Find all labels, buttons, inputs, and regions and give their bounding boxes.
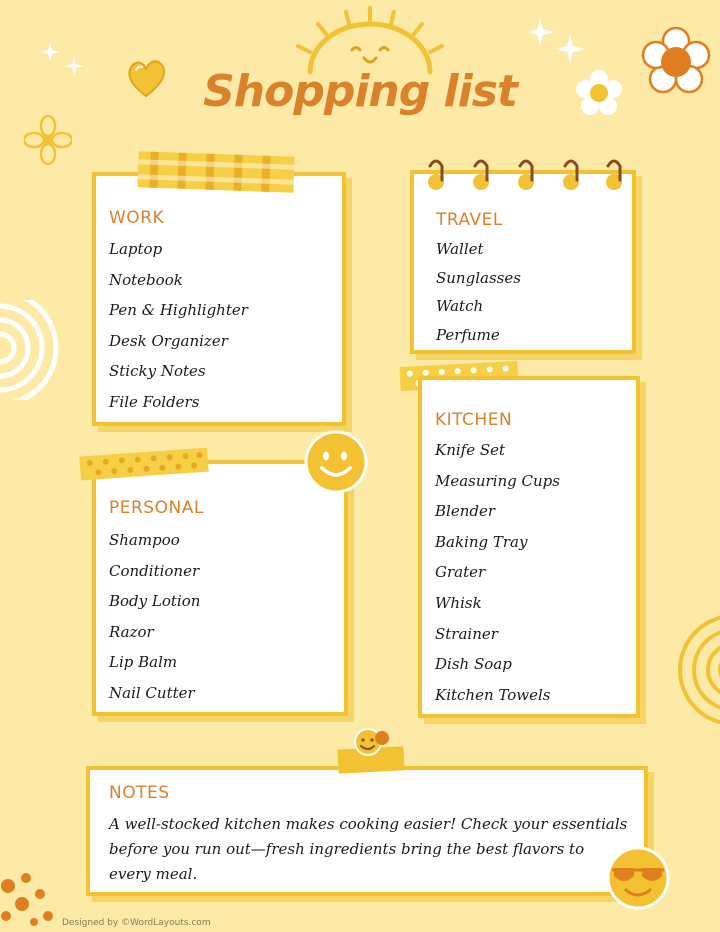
list-item: Measuring Cups xyxy=(435,471,560,490)
list-item: Kitchen Towels xyxy=(435,685,551,704)
list-item: Sunglasses xyxy=(436,268,521,287)
list-item: Perfume xyxy=(436,325,500,344)
list-item: File Folders xyxy=(109,392,200,411)
notes-line: before you run out—fresh ingredients bring the best flavors to xyxy=(109,840,585,858)
notes-card xyxy=(86,766,648,896)
list-item: Blender xyxy=(435,502,496,521)
dots-icon xyxy=(0,866,64,926)
smiley-icon xyxy=(304,430,368,494)
smiley-clip-icon xyxy=(334,724,408,776)
list-item: Knife Set xyxy=(435,441,506,459)
dotted-tape xyxy=(78,446,212,482)
list-item: Whisk xyxy=(435,593,482,612)
credit-text: Designed by ©WordLayouts.com xyxy=(62,918,211,928)
list-item: Body Lotion xyxy=(109,592,201,611)
travel-card xyxy=(410,170,636,354)
list-item: Nail Cutter xyxy=(109,683,195,702)
work-list xyxy=(109,234,248,418)
list-item: Baking Tray xyxy=(435,532,528,551)
list-item: Grater xyxy=(435,563,486,582)
travel-list xyxy=(436,235,521,349)
personal-card xyxy=(92,460,348,716)
list-item: Notebook xyxy=(109,270,183,289)
list-item: Conditioner xyxy=(109,561,200,580)
work-card xyxy=(92,172,346,426)
list-item: Dish Soap xyxy=(435,655,512,674)
flower-icon xyxy=(24,114,72,166)
list-item: Watch xyxy=(436,297,484,315)
travel-heading: TRAVEL xyxy=(436,210,503,230)
notes-heading: NOTES xyxy=(109,783,170,803)
swirl-icon xyxy=(670,604,720,738)
list-item: Wallet xyxy=(436,240,484,258)
swirl-icon xyxy=(0,300,70,400)
list-item: Laptop xyxy=(109,240,163,258)
notes-line: A well-stocked kitchen makes cooking easier! Check your essentials xyxy=(109,815,628,833)
sparkle-icon xyxy=(528,18,586,66)
list-item: Lip Balm xyxy=(109,653,178,672)
kitchen-list xyxy=(435,435,560,710)
notes-line: every meal. xyxy=(109,865,198,883)
kitchen-heading: KITCHEN xyxy=(435,410,513,430)
list-item: Razor xyxy=(109,622,154,641)
notepad-rings-icon xyxy=(420,154,630,194)
list-item: Sticky Notes xyxy=(109,362,206,381)
sunglasses-smiley-icon xyxy=(604,846,672,910)
list-item: Pen & Highlighter xyxy=(109,301,248,320)
plaid-tape xyxy=(136,150,296,194)
personal-list xyxy=(109,525,200,709)
list-item: Strainer xyxy=(435,624,498,643)
work-heading: WORK xyxy=(109,208,165,228)
kitchen-card xyxy=(418,376,640,718)
page-title: Shopping list xyxy=(203,66,517,117)
list-item: Shampoo xyxy=(109,531,180,549)
notes-text xyxy=(109,812,627,887)
personal-heading: PERSONAL xyxy=(109,498,204,518)
list-item: Desk Organizer xyxy=(109,331,228,350)
